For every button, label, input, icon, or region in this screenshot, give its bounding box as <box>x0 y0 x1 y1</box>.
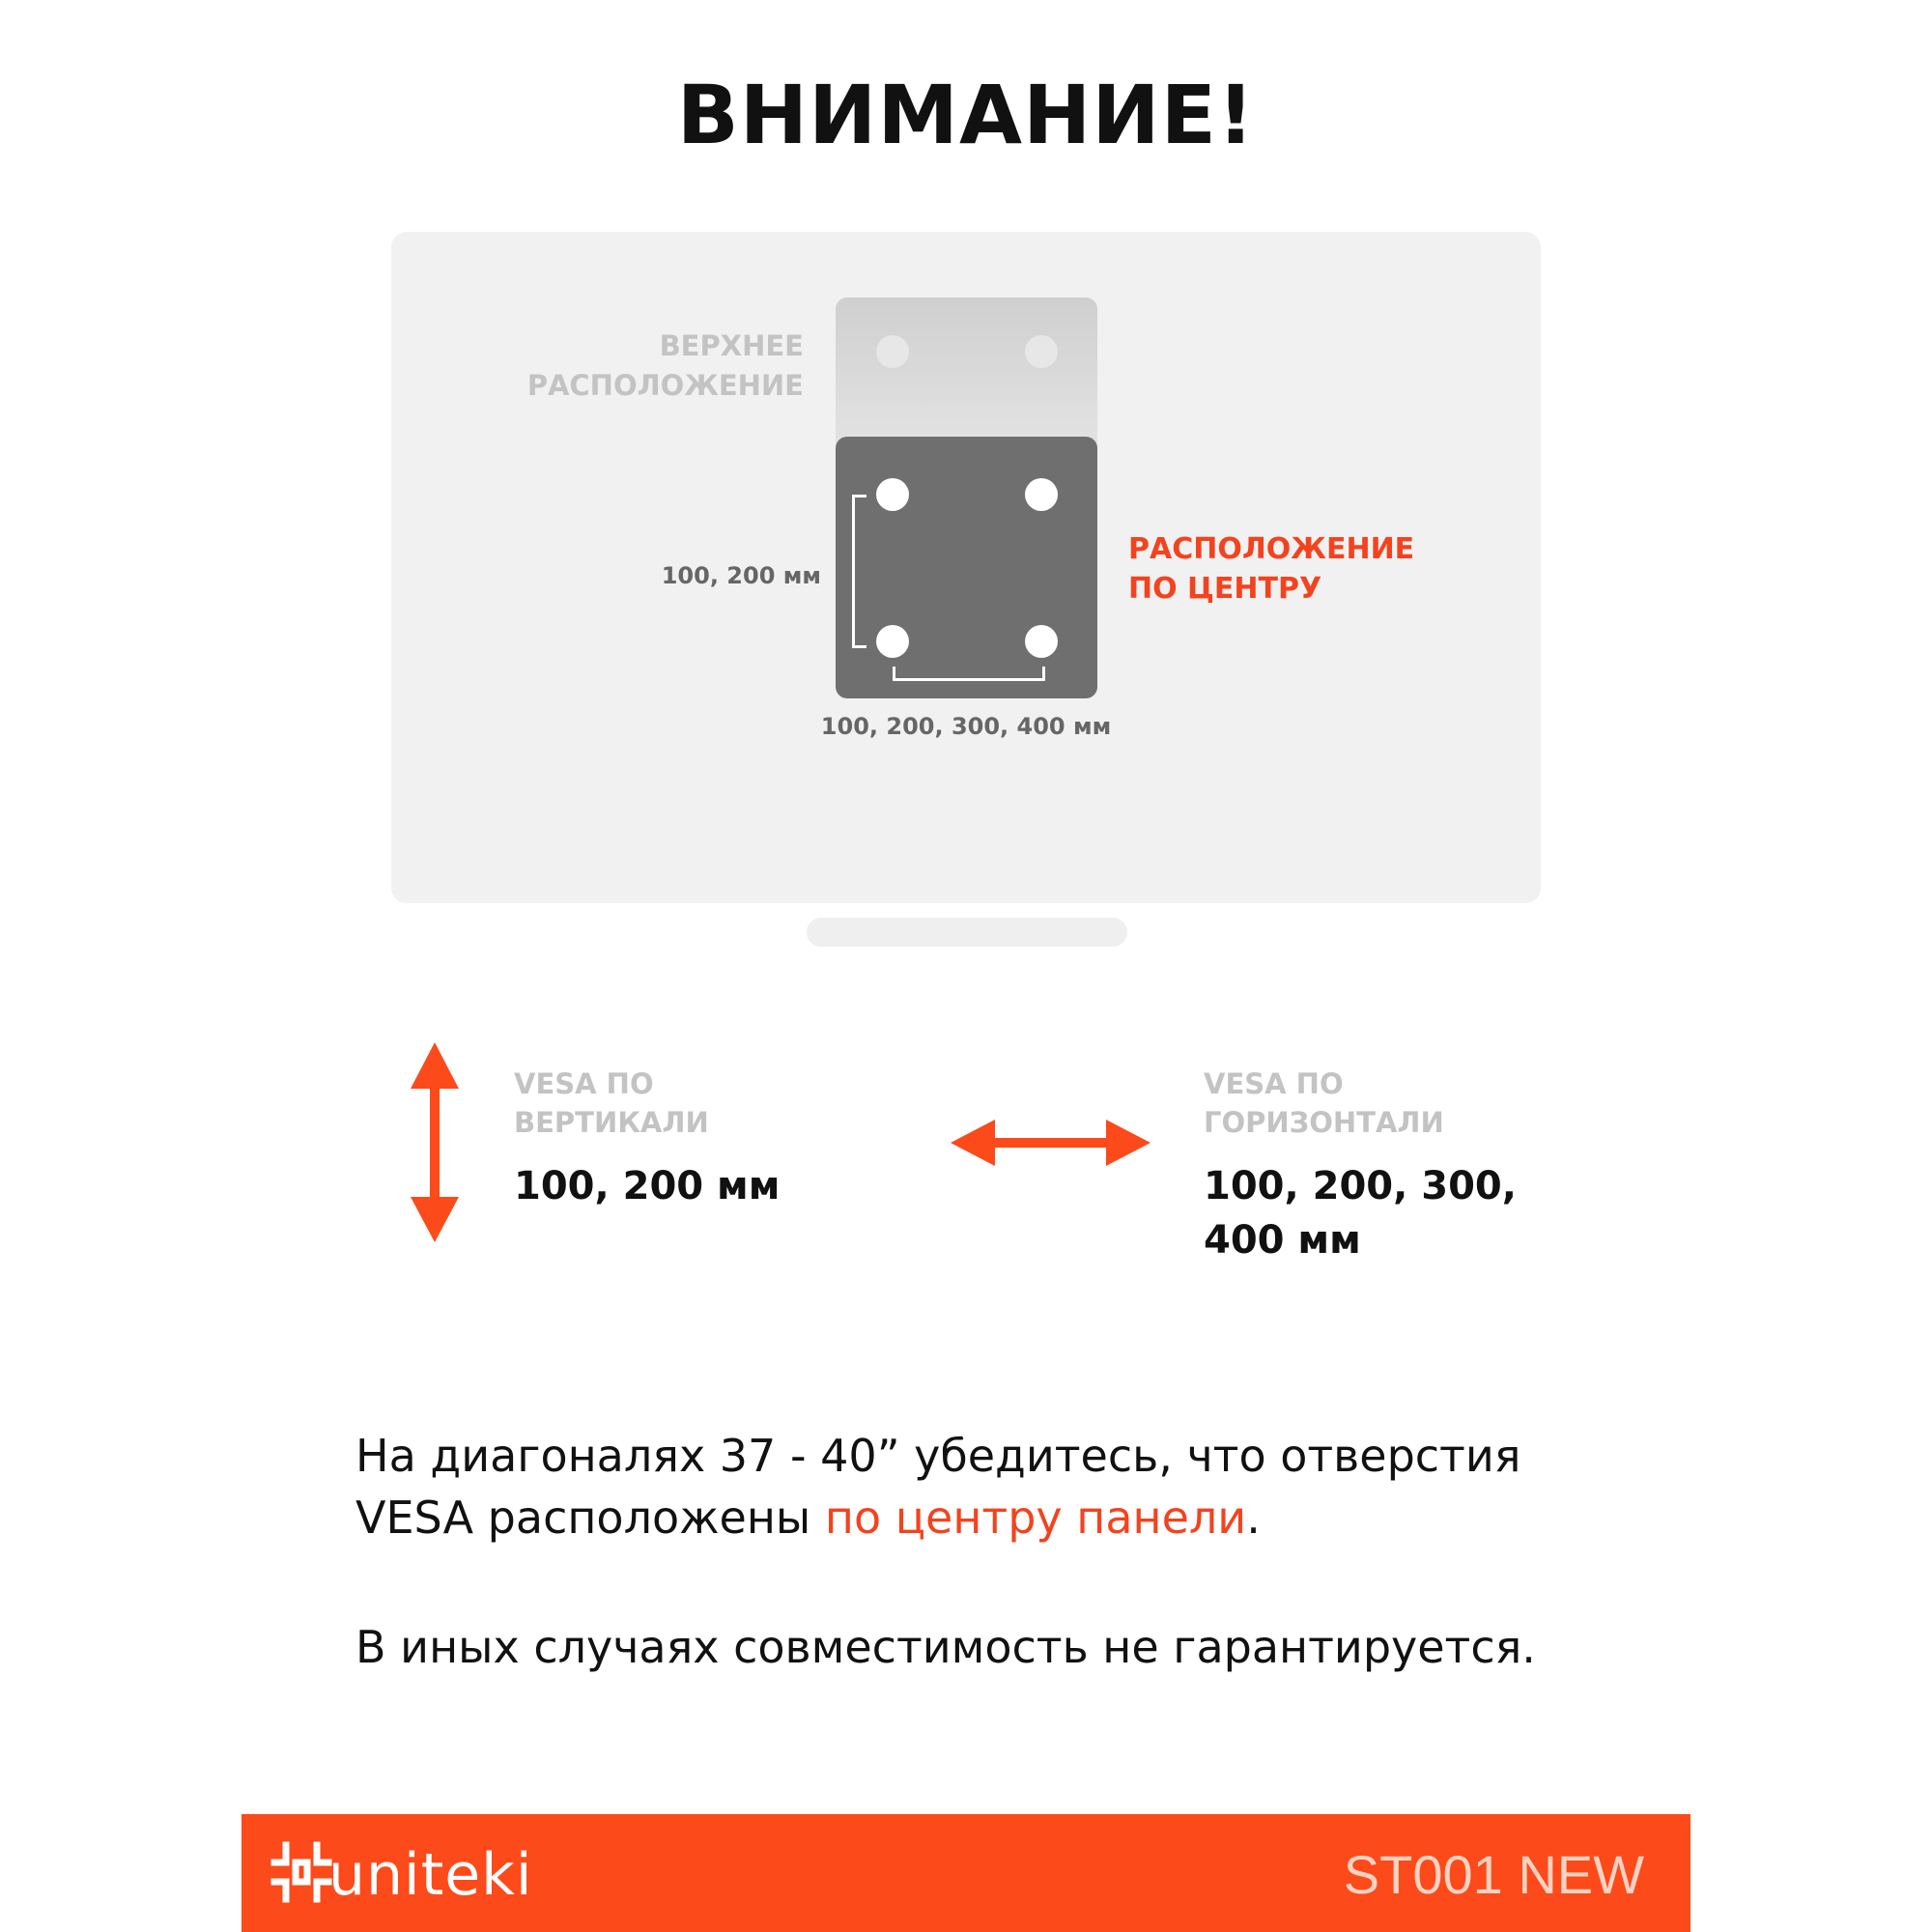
center-position-label-line: РАСПОЛОЖЕНИЕ <box>1128 532 1415 566</box>
upper-position-label-line: РАСПОЛОЖЕНИЕ <box>526 369 804 402</box>
model-name: ST001 NEW <box>1343 1844 1644 1905</box>
center-position-label-line: ПО ЦЕНТРУ <box>1128 572 1322 606</box>
center-position-label <box>1128 529 1414 609</box>
description-line <box>355 1487 1611 1548</box>
vesa-horizontal-value-line: 100, 200, 300, <box>1204 1164 1517 1208</box>
vesa-vertical-caption-line: VESA ПО <box>514 1067 654 1100</box>
description-highlight: по центру панели <box>824 1492 1247 1544</box>
description-line: На диагоналях 37 - 40” убедитесь, что отверстия <box>355 1430 1521 1482</box>
vertical-dimension-label: 100, 200 мм <box>661 562 821 589</box>
tv-stand-illustration <box>807 918 1127 947</box>
description-text: VESA расположены <box>355 1492 825 1544</box>
vertical-dimension-bracket <box>852 495 867 648</box>
compatibility-note: В иных случаях совместимость не гарантируется. <box>355 1621 1536 1673</box>
horizontal-dimension-label: 100, 200, 300, 400 мм <box>820 713 1112 740</box>
uniteki-logo-icon <box>270 1841 332 1903</box>
upper-plate-hole <box>1025 335 1058 368</box>
center-plate-hole <box>1025 625 1058 658</box>
horizontal-dimension-bracket <box>893 667 1045 681</box>
footer-bar <box>242 1814 1690 1932</box>
vesa-horizontal-caption <box>1204 1065 1444 1142</box>
vesa-vertical-caption-line: ВЕРТИКАЛИ <box>514 1106 709 1139</box>
upper-position-label-line: ВЕРХНЕЕ <box>659 329 804 362</box>
upper-position-label <box>527 327 804 406</box>
description-text: . <box>1246 1492 1261 1544</box>
center-plate-hole <box>876 478 909 511</box>
center-mount-plate <box>836 437 1097 698</box>
vesa-vertical-value: 100, 200 мм <box>514 1164 781 1208</box>
description-paragraph <box>355 1425 1611 1548</box>
vesa-vertical-caption <box>514 1065 709 1142</box>
center-plate-hole <box>1025 478 1058 511</box>
vesa-horizontal-value <box>1204 1159 1517 1267</box>
vesa-horizontal-value-line: 400 мм <box>1204 1218 1361 1263</box>
upper-plate-hole <box>876 335 909 368</box>
vesa-horizontal-caption-line: VESA ПО <box>1204 1067 1344 1100</box>
horizontal-arrow-icon <box>947 1114 1154 1172</box>
brand-name: uniteki <box>328 1841 533 1909</box>
vesa-horizontal-caption-line: ГОРИЗОНТАЛИ <box>1204 1106 1444 1139</box>
center-plate-hole <box>876 625 909 658</box>
page-title: ВНИМАНИЕ! <box>676 68 1256 162</box>
vertical-arrow-icon <box>401 1038 469 1246</box>
